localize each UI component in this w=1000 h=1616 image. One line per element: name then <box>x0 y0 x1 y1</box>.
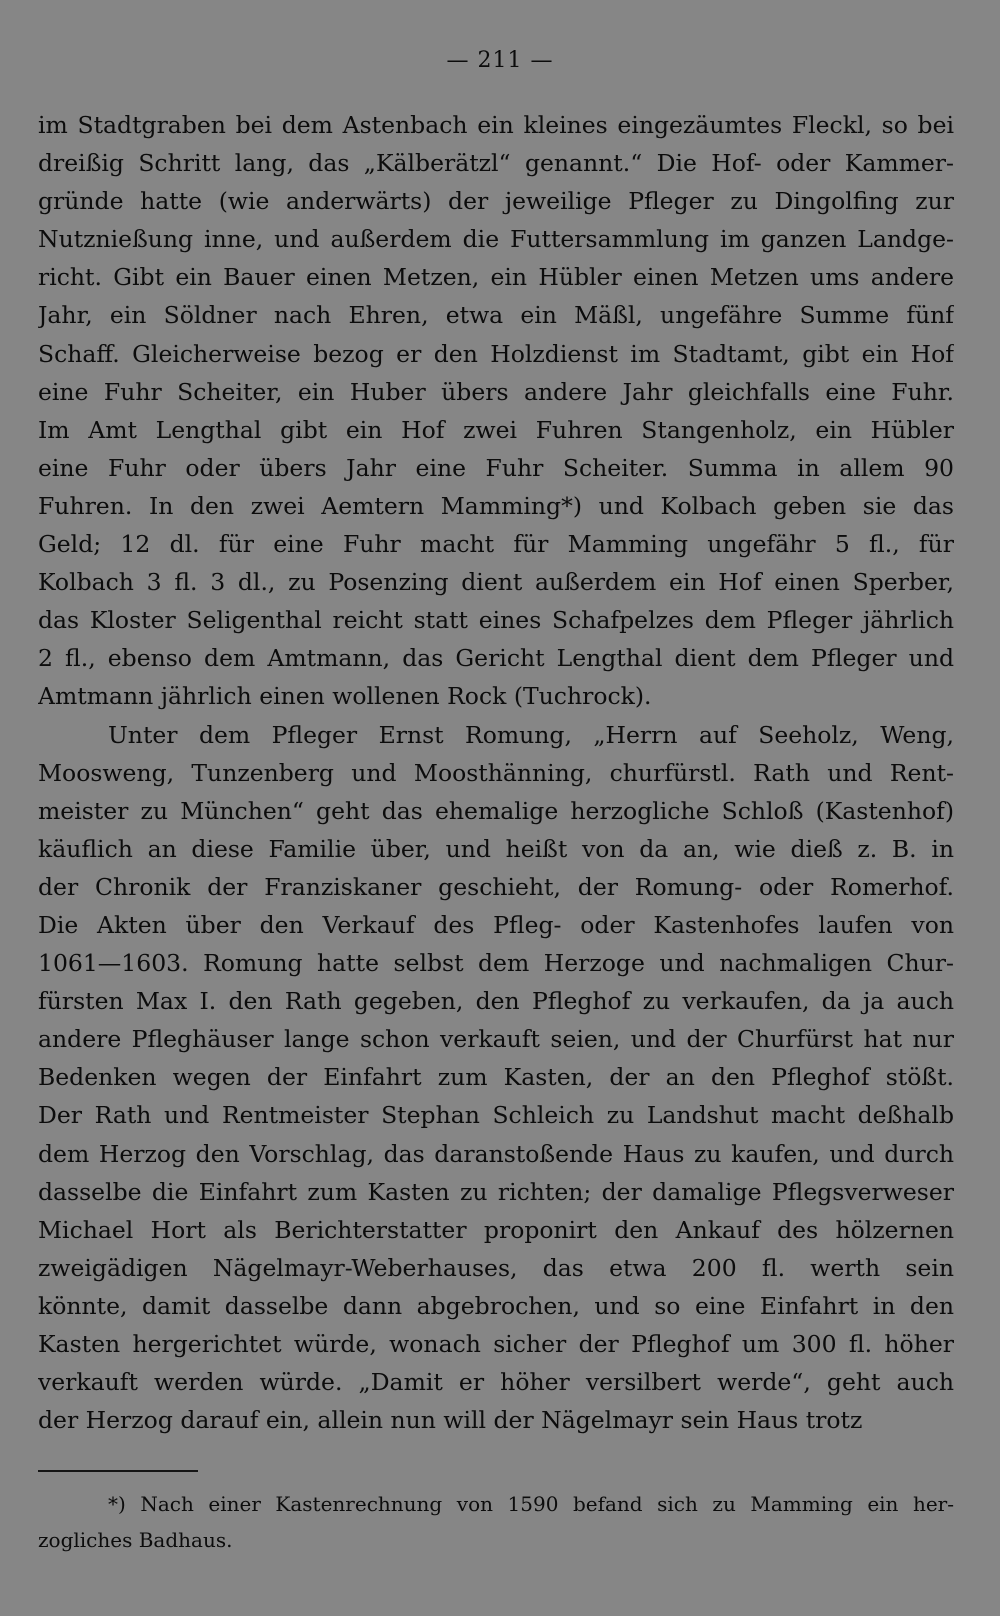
text-line: im Stadtgraben bei dem Astenbach ein kleines eingezäumtes Fleckl, so bei <box>38 111 954 139</box>
text-line: Amtmann jährlich einen wollenen Rock (Tuchrock). <box>38 682 652 711</box>
text-line: meister zu München“ geht das ehemalige herzogliche Schloß (Kastenhof) <box>38 796 954 825</box>
text-line: Bedenken wegen der Einfahrt zum Kasten, der an den Pfleghof stößt. <box>38 1063 954 1092</box>
text-line: gründe hatte (wie anderwärts) der jeweilige Pfleger zu Dingolfing zur <box>38 187 954 216</box>
text-line: Moosweng, Tunzenberg und Moosthänning, churfürstl. Rath und Rent- <box>38 758 954 787</box>
text-line: dreißig Schritt lang, das „Kälberätzl“ genannt.“ Die Hof- oder Kammer- <box>38 149 954 178</box>
text-line: eine Fuhr Scheiter, ein Huber übers andere Jahr gleichfalls eine Fuhr. <box>38 377 954 406</box>
text-line: dasselbe die Einfahrt zum Kasten zu richten; der damalige Pflegsverweser <box>38 1177 954 1206</box>
text-line: Nutznießung inne, und außerdem die Futtersammlung im ganzen Landge- <box>38 225 954 254</box>
text-line: Die Akten über den Verkauf des Pfleg- oder Kastenhofes laufen von <box>38 910 954 939</box>
text-line: der Herzog darauf ein, allein nun will der Nägelmayr sein Haus trotz <box>38 1406 863 1435</box>
text-line: Kolbach 3 fl. 3 dl., zu Posenzing dient außerdem ein Hof einen Sperber, <box>38 568 954 597</box>
footnote-rule <box>38 1470 198 1472</box>
footnote <box>38 1486 954 1558</box>
text-line: der Chronik der Franziskaner geschieht, der Romung- oder Romerhof. <box>38 872 954 901</box>
text-line: verkauft werden würde. „Damit er höher versilbert werde“, geht auch <box>38 1368 954 1397</box>
body-text <box>38 106 954 1439</box>
text-line: Michael Hort als Berichterstatter proponirt den Ankauf des hölzernen <box>38 1215 954 1244</box>
text-line: Geld; 12 dl. für eine Fuhr macht für Mamming ungefähr 5 fl., für <box>38 530 954 559</box>
page-number: — 211 — <box>446 48 554 73</box>
text-line: fürsten Max I. den Rath gegeben, den Pfleghof zu verkaufen, da ja auch <box>38 987 954 1016</box>
text-line: zweigädigen Nägelmayr-Weberhauses, das etwa 200 fl. werth sein <box>38 1253 954 1282</box>
text-line: Schaff. Gleicherweise bezog er den Holzdienst im Stadtamt, gibt ein Hof <box>38 339 954 368</box>
text-line: Kasten hergerichtet würde, wonach sicher der Pfleghof um 300 fl. höher <box>38 1330 954 1358</box>
text-line: richt. Gibt ein Bauer einen Metzen, ein Hübler einen Metzen ums andere <box>38 263 954 292</box>
text-line: dem Herzog den Vorschlag, das daranstoßende Haus zu kaufen, und durch <box>38 1139 954 1168</box>
text-line: Unter dem Pfleger Ernst Romung, „Herrn auf Seeholz, Weng, <box>108 720 954 749</box>
text-line: 1061—1603. Romung hatte selbst dem Herzoge und nachmaligen Chur- <box>38 949 954 978</box>
text-line: andere Pfleghäuser lange schon verkauft seien, und der Churfürst hat nur <box>38 1025 954 1054</box>
text-line: käuflich an diese Familie über, und heißt von da an, wie dieß z. B. in <box>38 834 954 863</box>
footnote-line: *) Nach einer Kastenrechnung von 1590 befand sich zu Mamming ein her- <box>108 1492 954 1516</box>
text-line: Der Rath und Rentmeister Stephan Schleich zu Landshut macht deßhalb <box>38 1101 954 1130</box>
text-line: Im Amt Lengthal gibt ein Hof zwei Fuhren Stangenholz, ein Hübler <box>38 415 954 444</box>
text-line: könnte, damit dasselbe dann abgebrochen, und so eine Einfahrt in den <box>38 1291 954 1320</box>
text-line: eine Fuhr oder übers Jahr eine Fuhr Scheiter. Summa in allem 90 <box>38 453 954 482</box>
text-line: Jahr, ein Söldner nach Ehren, etwa ein Mäßl, ungefähre Summe fünf <box>38 301 954 330</box>
footnote-line: zogliches Badhaus. <box>38 1528 233 1552</box>
text-line: 2 fl., ebenso dem Amtmann, das Gericht Lengthal dient dem Pfleger und <box>38 644 954 673</box>
text-line: Fuhren. In den zwei Aemtern Mamming*) und Kolbach geben sie das <box>38 491 954 520</box>
text-line: das Kloster Seligenthal reicht statt eines Schafpelzes dem Pfleger jährlich <box>38 606 954 635</box>
